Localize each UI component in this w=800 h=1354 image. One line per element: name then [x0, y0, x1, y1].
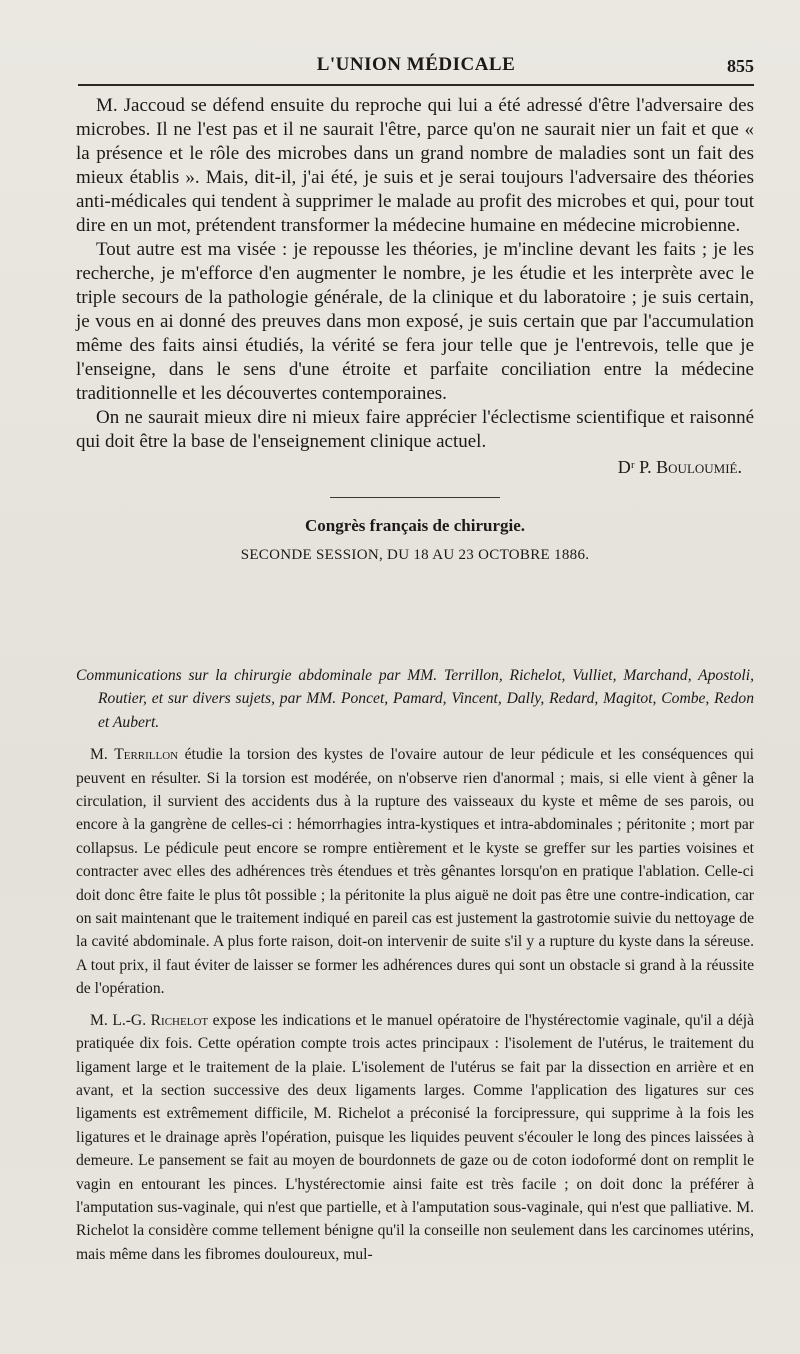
- signature-prefix: Dʳ P.: [617, 457, 657, 477]
- session-dates: SECONDE SESSION, DU 18 AU 23 OCTOBRE 1886.: [240, 547, 590, 563]
- paragraph: On ne saurait mieux dire ni mieux faire apprécier l'éclectisme scientifique et raisonné qui doit être la base de l'enseignement clinique actuel.: [76, 407, 754, 452]
- paragraph-text: expose les indications et le manuel opératoire de l'hystérectomie vaginale, qu'il a déjà pratiquée dix fois. Cette opération compte trois actes principaux : l'isolement de l'utérus, le traitement du ligament large et le traitement de la plaie. L'isolement de l'utérus se fait par la dissection en arrière et en avant, et la section successive des deux ligaments larges. Comme l'application des ligatures sur ces ligaments est extrêmement difficile, M. Richelot a préconisé la forcipressure, qui supprime à la fois les ligatures et le drainage après l'opération, puisque les liquides peuvent s'écouler le long des pinces laissées à demeure. Le pansement se fait au moyen de bourdonnets de gaze ou de coton iodoformé dont on remplit le vagin en entourant les pinces. L'hystérectomie ainsi faite est très facile ; on doit donc la préférer à l'amputation sus-vaginale, qui n'est que partielle, et à l'amputation sous-vaginale, qui n'est que palliative. M. Richelot la considère comme tellement bénigne qu'il la conseille non seulement dans les carcinomes utérins, mais même dans les fibromes douloureux, mul-: [76, 1011, 754, 1263]
- running-header: [78, 54, 754, 84]
- page-number: 855: [727, 56, 754, 76]
- paragraph-text: étudie la torsion des kystes de l'ovaire autour de leur pédicule et les conséquences qui peuvent en résulter. Si la torsion est modérée, on n'observe rien d'anormal ; mais, si elle vient à gêner la circulation, il survient des accidents dus à la rupture des vaisseaux du kyste et même de ses parois, ou encore à la gangrène de celles-ci : hémorrhagies intra-kystiques et intra-abdominales ; péritonite ; mort par collapsus. Le pédicule peut encore se rompre entièrement et le kyste se greffer sur les parties voisines et contracter avec elles des adhérences très étendues et très gênantes lorsqu'on en pratique l'ablation. Celle-ci doit donc être faite le plus tôt possible ; la péritonite la plus aiguë ne doit pas être une contre-indication, car on sait maintenant que le traitement indiqué en pareil cas est justement la gastrotomie suivie du nettoyage de la cavité abdominale. A plus forte raison, doit-on intervenir de suite s'il y a rupture du kyste dans la séreuse. A tout prix, il faut éviter de laisser se former les adhérences dures qui sont un obstacle si grand à la réussite de l'opération.: [76, 746, 754, 998]
- paragraph-richelot: [76, 1009, 754, 1266]
- communications-subtitle: Communications sur la chirurgie abdominale par MM. Terrillon, Richelot, Vulliet, Marchand, Apostoli, Routier, et sur divers sujets, par MM. Poncet, Pamard, Vincent, Dally, Redard, Magitot, Combe, Redon et Aubert.: [76, 667, 754, 731]
- author-signature: [76, 455, 742, 479]
- speaker-name: Richelot: [150, 1011, 209, 1029]
- header-rule: [78, 84, 754, 86]
- article-congres: [76, 664, 754, 1266]
- paragraph-prefix: M. L.-G.: [90, 1011, 151, 1029]
- article-jaccoud: [76, 94, 754, 567]
- paragraph-prefix: M.: [90, 746, 115, 764]
- section-divider: [330, 497, 500, 498]
- section-title: Congrès français de chirurgie.: [304, 516, 526, 535]
- speaker-name: Terrillon: [114, 746, 179, 764]
- paragraph: M. Jaccoud se défend ensuite du reproche qui lui a été adressé d'être l'adversaire des microbes. Il ne l'est pas et il ne saurait l'être, parce qu'on ne saurait nier un fait et que « la présence et le rôle des microbes dans un grand nombre de maladies sont un fait des mieux établis ». Mais, dit-il, j'ai été, je suis et je serai toujours l'adversaire des théories anti-médicales qui tendent à supprimer le malade au profit des microbes et qui, pour tout dire en un mot, prétendent transformer la médecine humaine en médecine microbienne.: [76, 95, 754, 236]
- paragraph: Tout autre est ma visée : je repousse les théories, je m'incline devant les faits ; je les recherche, je m'efforce d'en augmenter le nombre, je les étudie et les interprète avec le triple secours de la pathologie générale, de la clinique et du laboratoire ; je suis certain, je vous en ai donné des preuves dans mon exposé, je suis certain que par l'accumulation même des faits ainsi étudiés, la vérité se fera jour telle que je l'entrevois, telle que je l'enseigne, dans le sens d'une étroite et parfaite conciliation entre la médecine traditionnelle et les découvertes contemporaines.: [76, 239, 754, 404]
- running-title: L'UNION MÉDICALE: [316, 54, 516, 75]
- paragraph-terrillon: [76, 743, 754, 1000]
- signature-name: Bouloumié.: [656, 457, 742, 477]
